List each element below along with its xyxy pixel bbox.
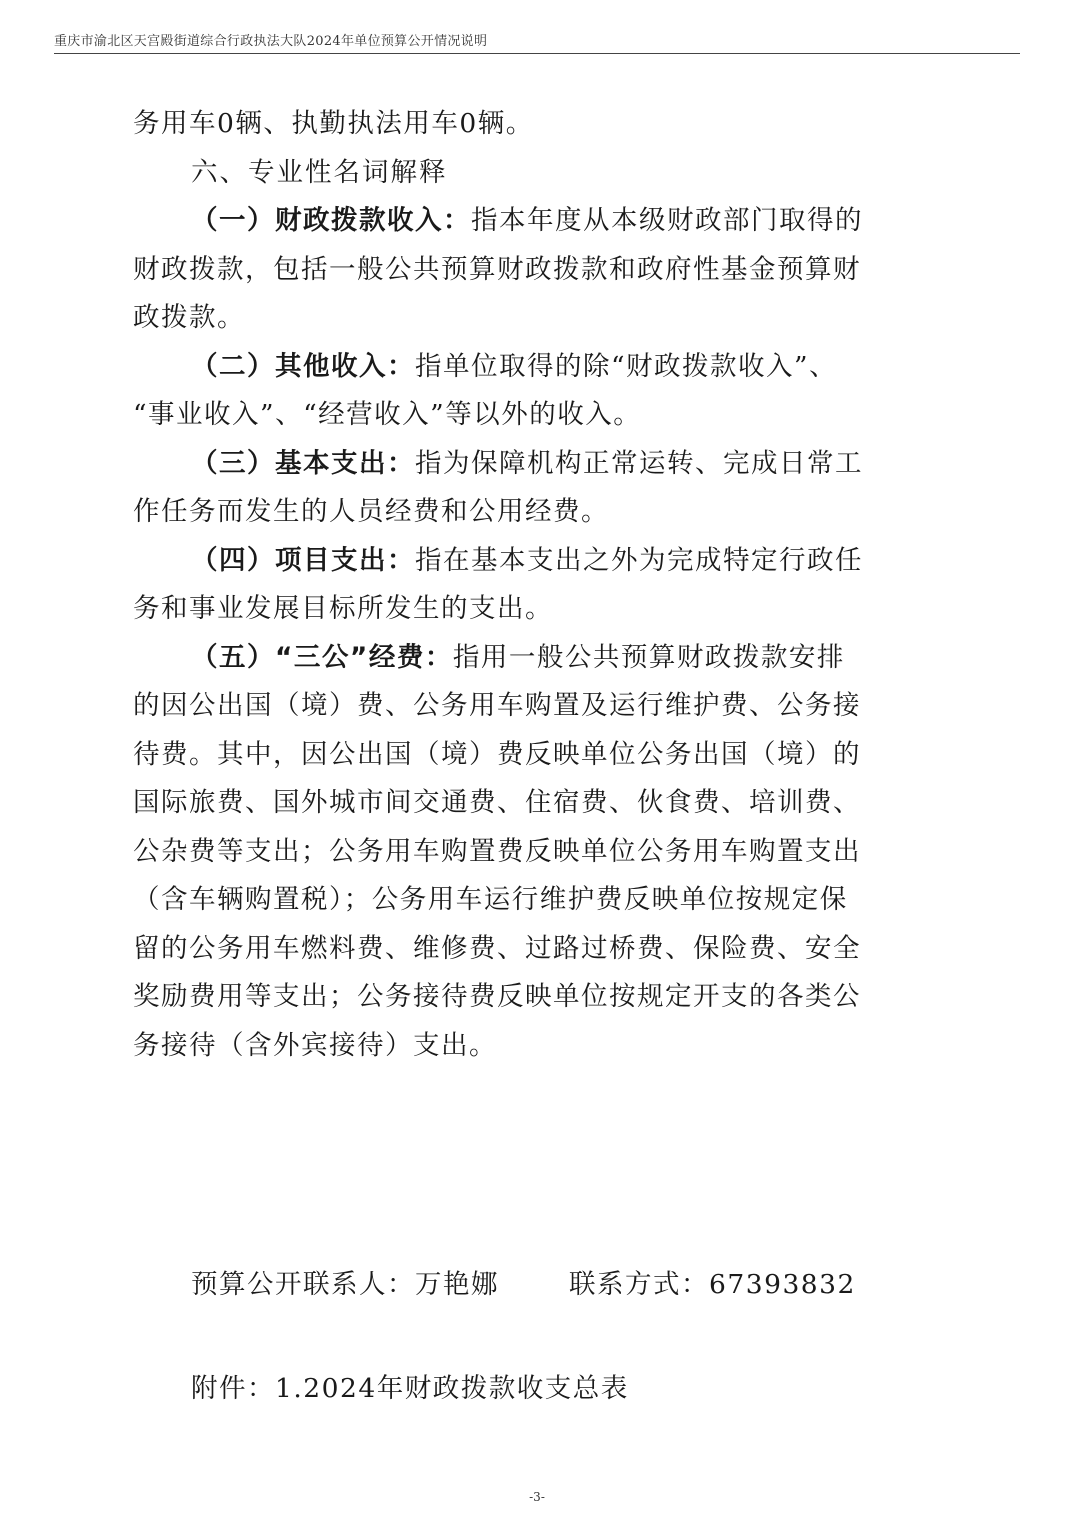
- definition-line: 奖励费用等支出；公务接待费反映单位按规定开支的各类公: [133, 981, 861, 1012]
- attachment-line: 附件：1.2024年财政拨款收支总表: [191, 1373, 629, 1404]
- definition-line: （含车辆购置税）；公务用车运行维护费反映单位按规定保: [133, 884, 848, 915]
- definition-line: 务和事业发展目标所发生的支出。: [133, 593, 553, 624]
- definition-line: “事业收入”、“经营收入”等以外的收入。: [133, 399, 642, 430]
- continuation-line: 务用车0辆、执勤执法用车0辆。: [133, 108, 534, 139]
- contact-phone: 联系方式：67393832: [569, 1269, 856, 1300]
- page-number: -3-: [529, 1490, 545, 1504]
- definition-line: 的因公出国（境）费、公务用车购置及运行维护费、公务接: [133, 690, 861, 721]
- definition-term: （四）项目支出：: [191, 544, 415, 576]
- definition-line: 留的公务用车燃料费、维修费、过路过桥费、保险费、安全: [133, 932, 861, 964]
- contact-person: 预算公开联系人：万艳娜: [191, 1269, 499, 1300]
- definition-term: （三）基本支出：: [191, 447, 415, 479]
- definition-line: 国际旅费、国外城市间交通费、住宿费、伙食费、培训费、: [133, 787, 861, 818]
- document-body: [133, 100, 923, 1070]
- definition-item-1: [133, 197, 923, 246]
- definition-term: （二）其他收入：: [191, 350, 415, 382]
- definition-line: 政拨款。: [133, 302, 245, 333]
- document-header-title: 重庆市渝北区天宫殿街道综合行政执法大队2024年单位预算公开情况说明: [54, 34, 488, 49]
- definition-line: 作任务而发生的人员经费和公用经费。: [133, 496, 609, 527]
- contact-info: [191, 1262, 856, 1301]
- definition-line: 务接待（含外宾接待）支出。: [133, 1029, 497, 1061]
- definition-term: （五）“三公”经费：: [191, 641, 453, 673]
- definition-line: 公杂费等支出；公务用车购置费反映单位公务用车购置支出: [133, 835, 861, 867]
- definition-item-2: [133, 343, 923, 392]
- definition-text: 指为保障机构正常运转、完成日常工: [415, 447, 863, 479]
- definition-text: 指本年度从本级财政部门取得的: [471, 205, 863, 236]
- definition-text: 指用一般公共预算财政拨款安排: [452, 641, 845, 673]
- section-heading: 六、专业性名词解释: [191, 156, 448, 188]
- definition-line: 待费。其中，因公出国（境）费反映单位公务出国（境）的: [133, 738, 861, 770]
- definition-item-5: [133, 634, 923, 683]
- definition-item-4: [133, 537, 923, 586]
- header-divider: [54, 53, 1020, 54]
- definition-text: 指单位取得的除“财政拨款收入”、: [415, 350, 838, 382]
- definition-item-3: [133, 440, 923, 489]
- definition-text: 指在基本支出之外为完成特定行政任: [415, 544, 863, 576]
- definition-line: 财政拨款，包括一般公共预算财政拨款和政府性基金预算财: [133, 253, 861, 285]
- definition-term: （一）财政拨款收入：: [191, 205, 471, 236]
